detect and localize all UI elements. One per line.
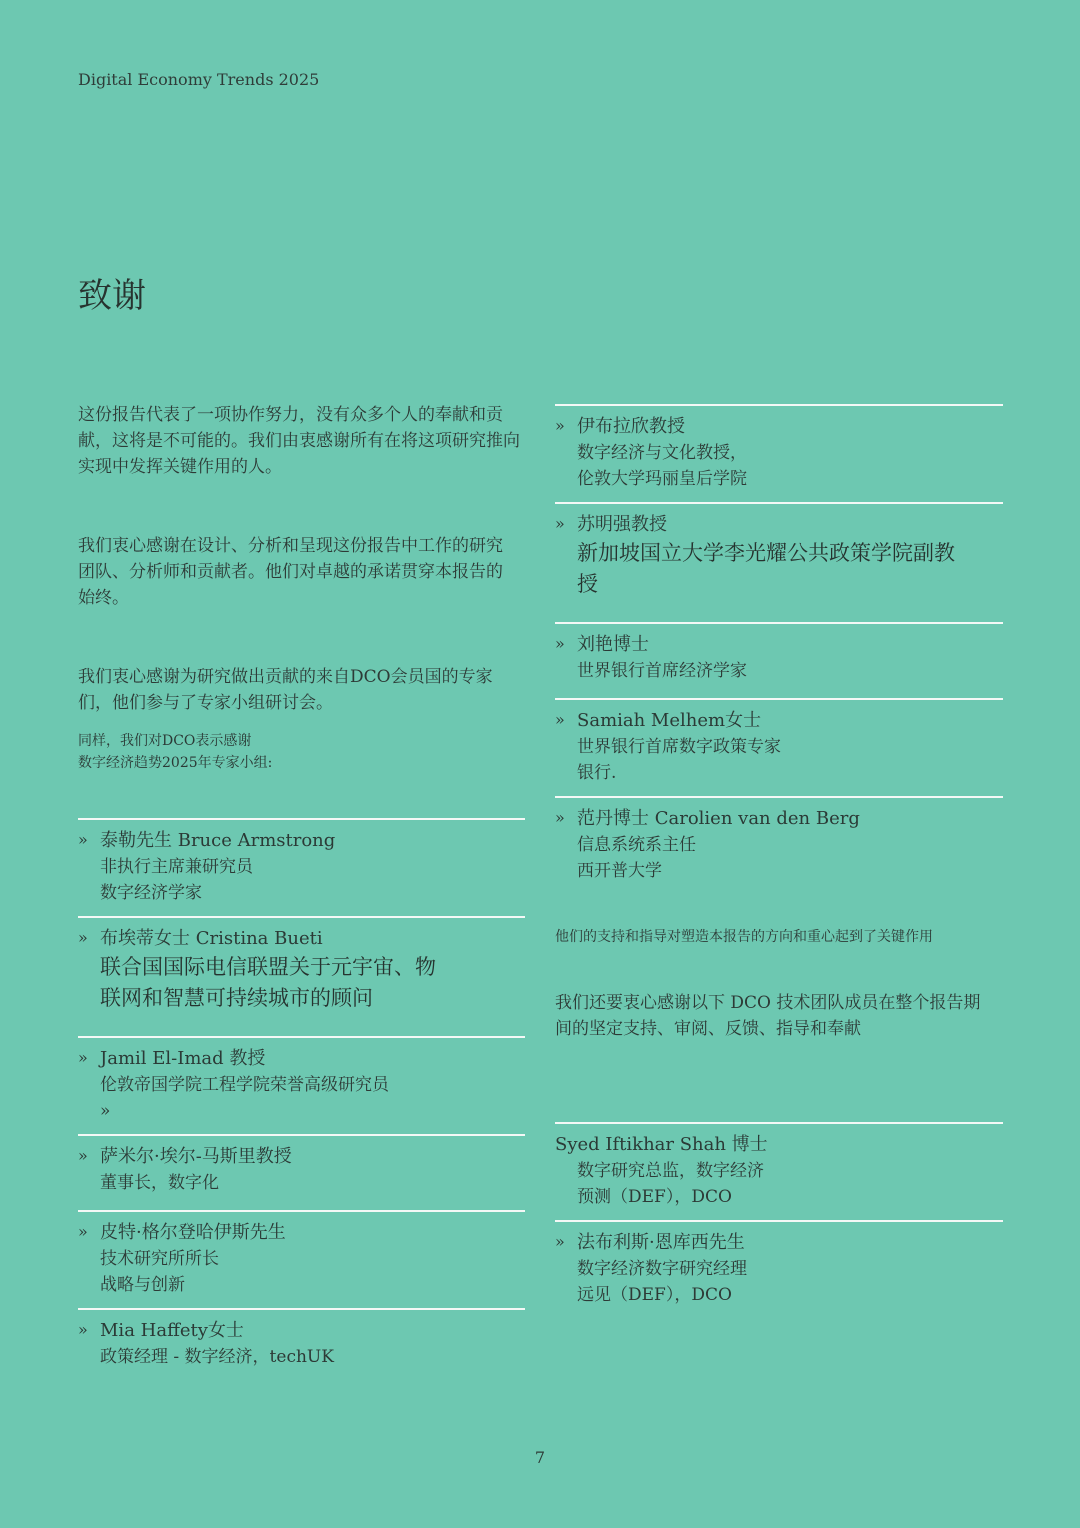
- chevron-icon: »: [555, 416, 565, 435]
- chevron-icon: »: [555, 634, 565, 653]
- expert-affiliation: 银行.: [577, 763, 617, 783]
- dco-entry: [555, 1220, 1003, 1318]
- dco-member-unit: 预测（DEF），DCO: [577, 1187, 732, 1207]
- expert-affiliation: 西开普大学: [577, 861, 662, 881]
- dco-member-name: 法布利斯·恩库西先生: [577, 1232, 745, 1253]
- dco-member-name: Syed Iftikhar Shah 博士: [555, 1134, 768, 1155]
- expert-entry: [555, 502, 1003, 622]
- expert-name: 苏明强教授: [577, 514, 667, 535]
- expert-affiliation: 伦敦大学玛丽皇后学院: [577, 469, 747, 489]
- expert-list-left: [78, 818, 525, 1380]
- expert-entry: [78, 818, 525, 916]
- expert-name: 刘艳博士: [577, 634, 649, 655]
- expert-role: 世界银行首席经济学家: [577, 661, 747, 681]
- expert-entry: [555, 404, 1003, 502]
- expert-role: 伦敦帝国学院工程学院荣誉高级研究员: [100, 1075, 389, 1095]
- expert-role: 政策经理 - 数字经济，techUK: [100, 1347, 334, 1367]
- expert-panel-note-line-1: 同样，我们对DCO表示感谢: [78, 733, 252, 749]
- expert-entry: [78, 1134, 525, 1210]
- expert-name: Samiah Melhem女士: [577, 710, 762, 731]
- stray-chevron: »: [100, 1101, 111, 1121]
- expert-role: 联合国国际电信联盟关于元宇宙、物: [100, 955, 436, 979]
- expert-name: 皮特·格尔登哈伊斯先生: [100, 1222, 286, 1243]
- expert-name: 伊布拉欣教授: [577, 416, 685, 437]
- chevron-icon: »: [555, 1232, 565, 1251]
- intro-paragraph-2: 我们衷心感谢在设计、分析和呈现这份报告中工作的研究团队、分析师和贡献者。他们对卓越的承诺贯穿本报告的始终。: [78, 536, 503, 608]
- support-note: 他们的支持和指导对塑造本报告的方向和重心起到了关键作用: [555, 929, 933, 945]
- expert-role: 数字经济与文化教授，: [577, 443, 747, 463]
- page-title: 致谢: [78, 276, 146, 316]
- expert-name: Jamil El-Imad 教授: [100, 1048, 266, 1069]
- expert-role: 信息系统系主任: [577, 835, 696, 855]
- expert-entry: [78, 1210, 525, 1308]
- chevron-icon: »: [78, 928, 88, 947]
- chevron-icon: »: [78, 1222, 88, 1241]
- dco-entry: [555, 1122, 1003, 1220]
- chevron-icon: »: [78, 1146, 88, 1165]
- expert-role: 世界银行首席数字政策专家: [577, 737, 781, 757]
- expert-entry: [78, 1308, 525, 1380]
- chevron-icon: »: [78, 1048, 88, 1067]
- expert-role-cont: 授: [577, 572, 598, 596]
- intro-paragraph-1: 这份报告代表了一项协作努力，没有众多个人的奉献和贡献，这将是不可能的。我们由衷感谢所有在将这项研究推向实现中发挥关键作用的人。: [78, 405, 520, 477]
- chevron-icon: »: [78, 1320, 88, 1339]
- expert-name: 布埃蒂女士 Cristina Bueti: [100, 928, 323, 949]
- expert-name: 泰勒先生 Bruce Armstrong: [100, 830, 336, 851]
- expert-affiliation: 数字经济学家: [100, 883, 202, 903]
- chevron-icon: »: [78, 830, 88, 849]
- expert-name: Mia Haffety女士: [100, 1320, 244, 1341]
- expert-panel-note: [78, 730, 272, 774]
- expert-entry: [78, 916, 525, 1036]
- expert-entry: [555, 796, 1003, 894]
- chevron-icon: »: [555, 710, 565, 729]
- chevron-icon: »: [555, 514, 565, 533]
- running-header: Digital Economy Trends 2025: [78, 70, 320, 89]
- expert-role: 技术研究所所长: [100, 1249, 219, 1269]
- right-column: [555, 404, 1003, 1305]
- dco-team-paragraph: 我们还要衷心感谢以下 DCO 技术团队成员在整个报告期间的坚定支持、审阅、反馈、指导和奉献: [555, 993, 981, 1039]
- chevron-icon: »: [555, 808, 565, 827]
- intro-paragraph-3: 我们衷心感谢为研究做出贡献的来自DCO会员国的专家们，他们参与了专家小组研讨会。: [78, 667, 493, 713]
- expert-role: 非执行主席兼研究员: [100, 857, 253, 877]
- expert-affiliation: 战略与创新: [100, 1275, 185, 1295]
- dco-member-unit: 远见（DEF），DCO: [577, 1285, 732, 1305]
- dco-member-role: 数字研究总监，数字经济: [577, 1161, 764, 1181]
- dco-team-list: [555, 1122, 1003, 1318]
- dco-member-role: 数字经济数字研究经理: [577, 1259, 747, 1279]
- expert-name: 萨米尔·埃尔-马斯里教授: [100, 1146, 292, 1167]
- expert-role: 董事长，数字化: [100, 1173, 219, 1193]
- expert-panel-note-line-2: 数字经济趋势2025年专家小组:: [78, 755, 273, 771]
- expert-role-cont: 联网和智慧可持续城市的顾问: [100, 986, 373, 1010]
- expert-entry: [555, 698, 1003, 796]
- expert-entry: [555, 622, 1003, 698]
- expert-role: 新加坡国立大学李光耀公共政策学院副教: [577, 541, 955, 565]
- expert-entry: [78, 1036, 525, 1134]
- page-number: 7: [534, 1448, 546, 1467]
- expert-name: 范丹博士 Carolien van den Berg: [577, 808, 860, 829]
